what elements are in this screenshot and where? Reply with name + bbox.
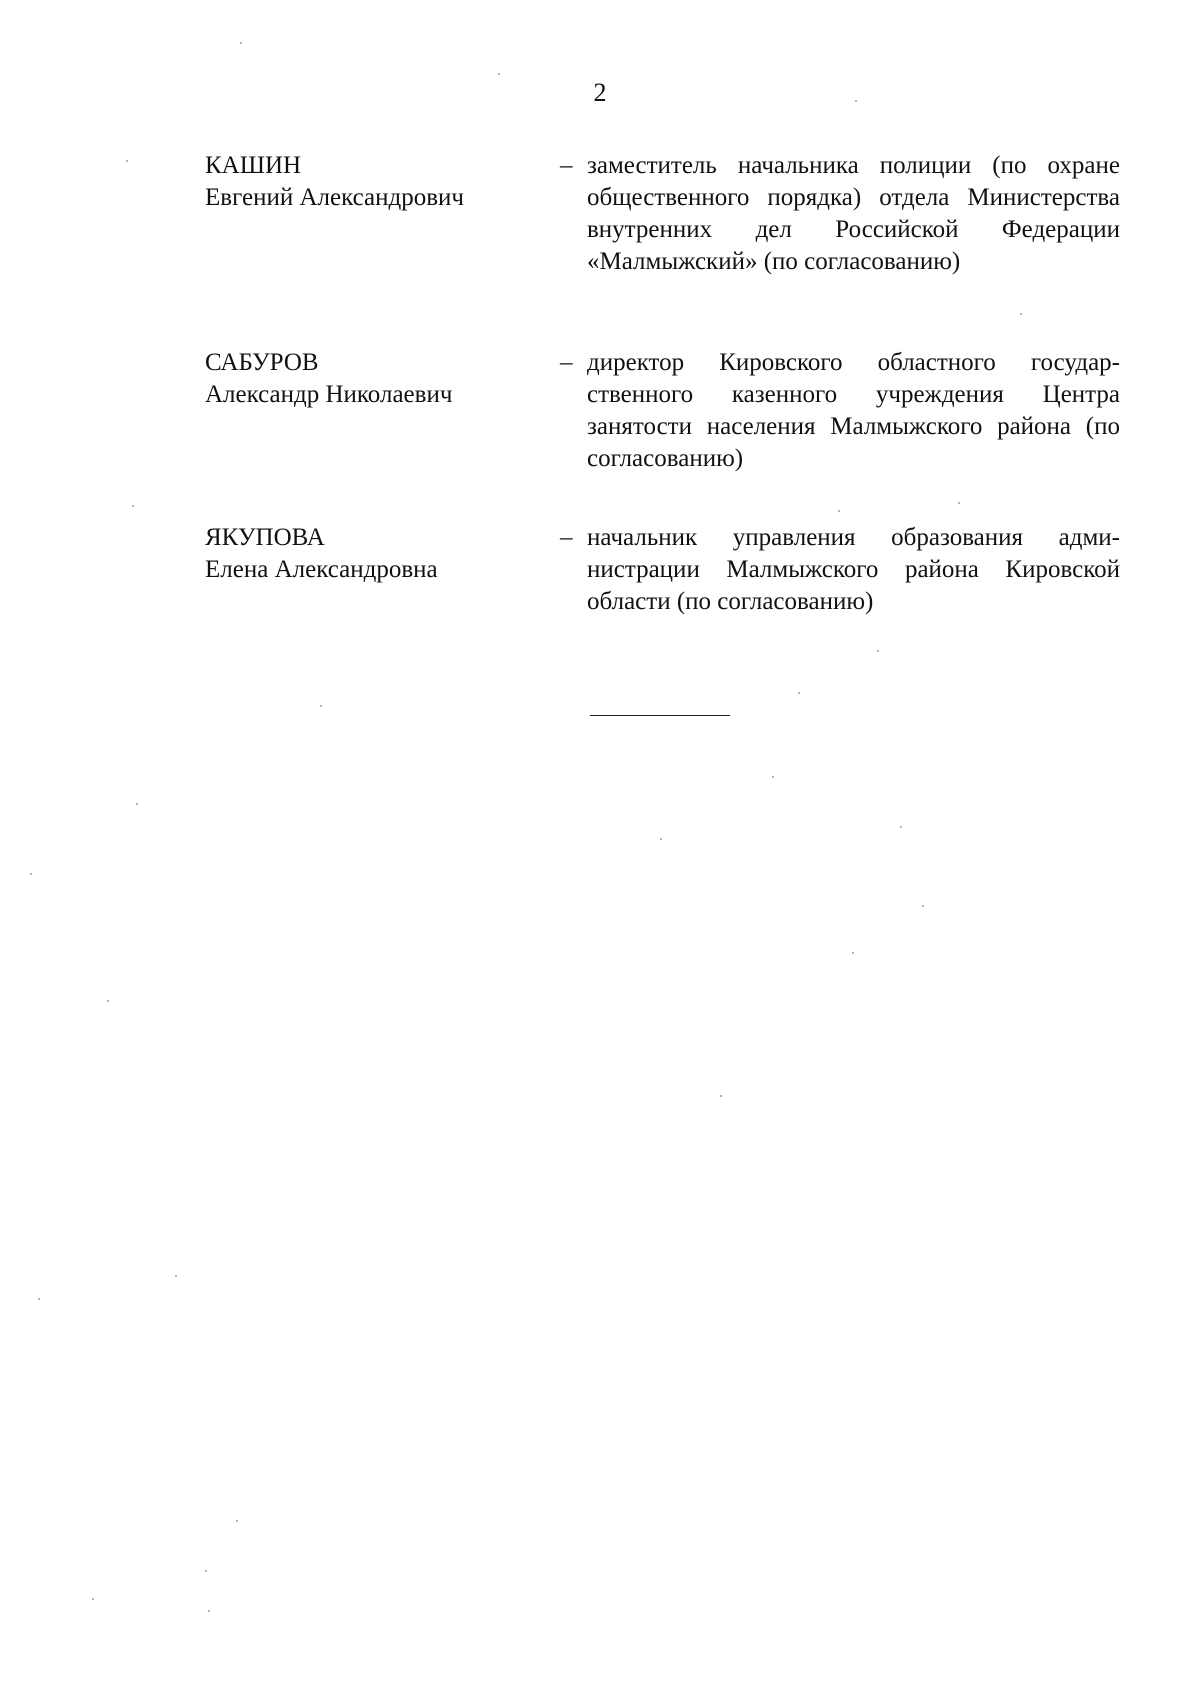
scan-speck <box>720 1095 722 1097</box>
dash-separator: – <box>560 349 573 376</box>
scan-speck <box>877 650 879 652</box>
person-surname: САБУРОВ <box>205 349 319 376</box>
scan-speck <box>107 1000 109 1002</box>
scan-speck <box>958 502 960 504</box>
scan-speck <box>136 803 138 805</box>
scan-speck <box>852 952 854 954</box>
scan-speck <box>855 100 857 102</box>
person-surname: ЯКУПОВА <box>205 524 325 551</box>
scan-speck <box>208 1610 210 1612</box>
scan-speck <box>798 692 800 694</box>
members-list <box>205 150 1120 662</box>
end-of-list-rule <box>590 715 730 716</box>
scan-speck <box>900 826 902 828</box>
scan-speck <box>132 505 134 507</box>
scan-speck <box>1020 313 1022 315</box>
scan-speck <box>660 838 662 840</box>
list-item <box>205 522 1120 622</box>
list-item <box>205 347 1120 479</box>
scan-speck <box>38 1298 40 1300</box>
page-number: 2 <box>593 78 607 107</box>
scan-speck <box>838 510 840 512</box>
person-name <box>205 347 555 479</box>
scan-speck <box>126 160 128 162</box>
scan-speck <box>498 73 500 75</box>
scan-speck <box>772 776 774 778</box>
person-given-names: Евгений Александрович <box>205 184 464 211</box>
position-description: директор Кировского областного государственного казенного учреждения Центра занятости населения Малмыжского района (по согласованию) <box>587 349 1120 472</box>
scan-speck <box>922 905 924 907</box>
dash-separator: – <box>560 524 573 551</box>
dash-separator: – <box>560 152 573 179</box>
person-name <box>205 150 555 307</box>
person-name <box>205 522 555 622</box>
list-item <box>205 150 1120 307</box>
scan-speck <box>175 1275 177 1277</box>
scan-speck <box>236 1520 238 1522</box>
scan-speck <box>30 873 32 875</box>
scan-speck <box>205 1570 207 1572</box>
scan-speck <box>320 705 322 707</box>
person-given-names: Александр Николаевич <box>205 381 453 408</box>
position-description: начальник управления образования администрации Малмыжского района Кировской области (по согласованию) <box>587 524 1120 615</box>
scan-speck <box>92 1598 94 1600</box>
scan-speck <box>240 42 242 44</box>
position-description: заместитель начальника полиции (по охране общественного порядка) отдела Министерства внутренних дел Российской Федерации «Малмыжский» (по согласованию) <box>587 152 1120 275</box>
person-given-names: Елена Александровна <box>205 556 438 583</box>
person-surname: КАШИН <box>205 152 302 179</box>
